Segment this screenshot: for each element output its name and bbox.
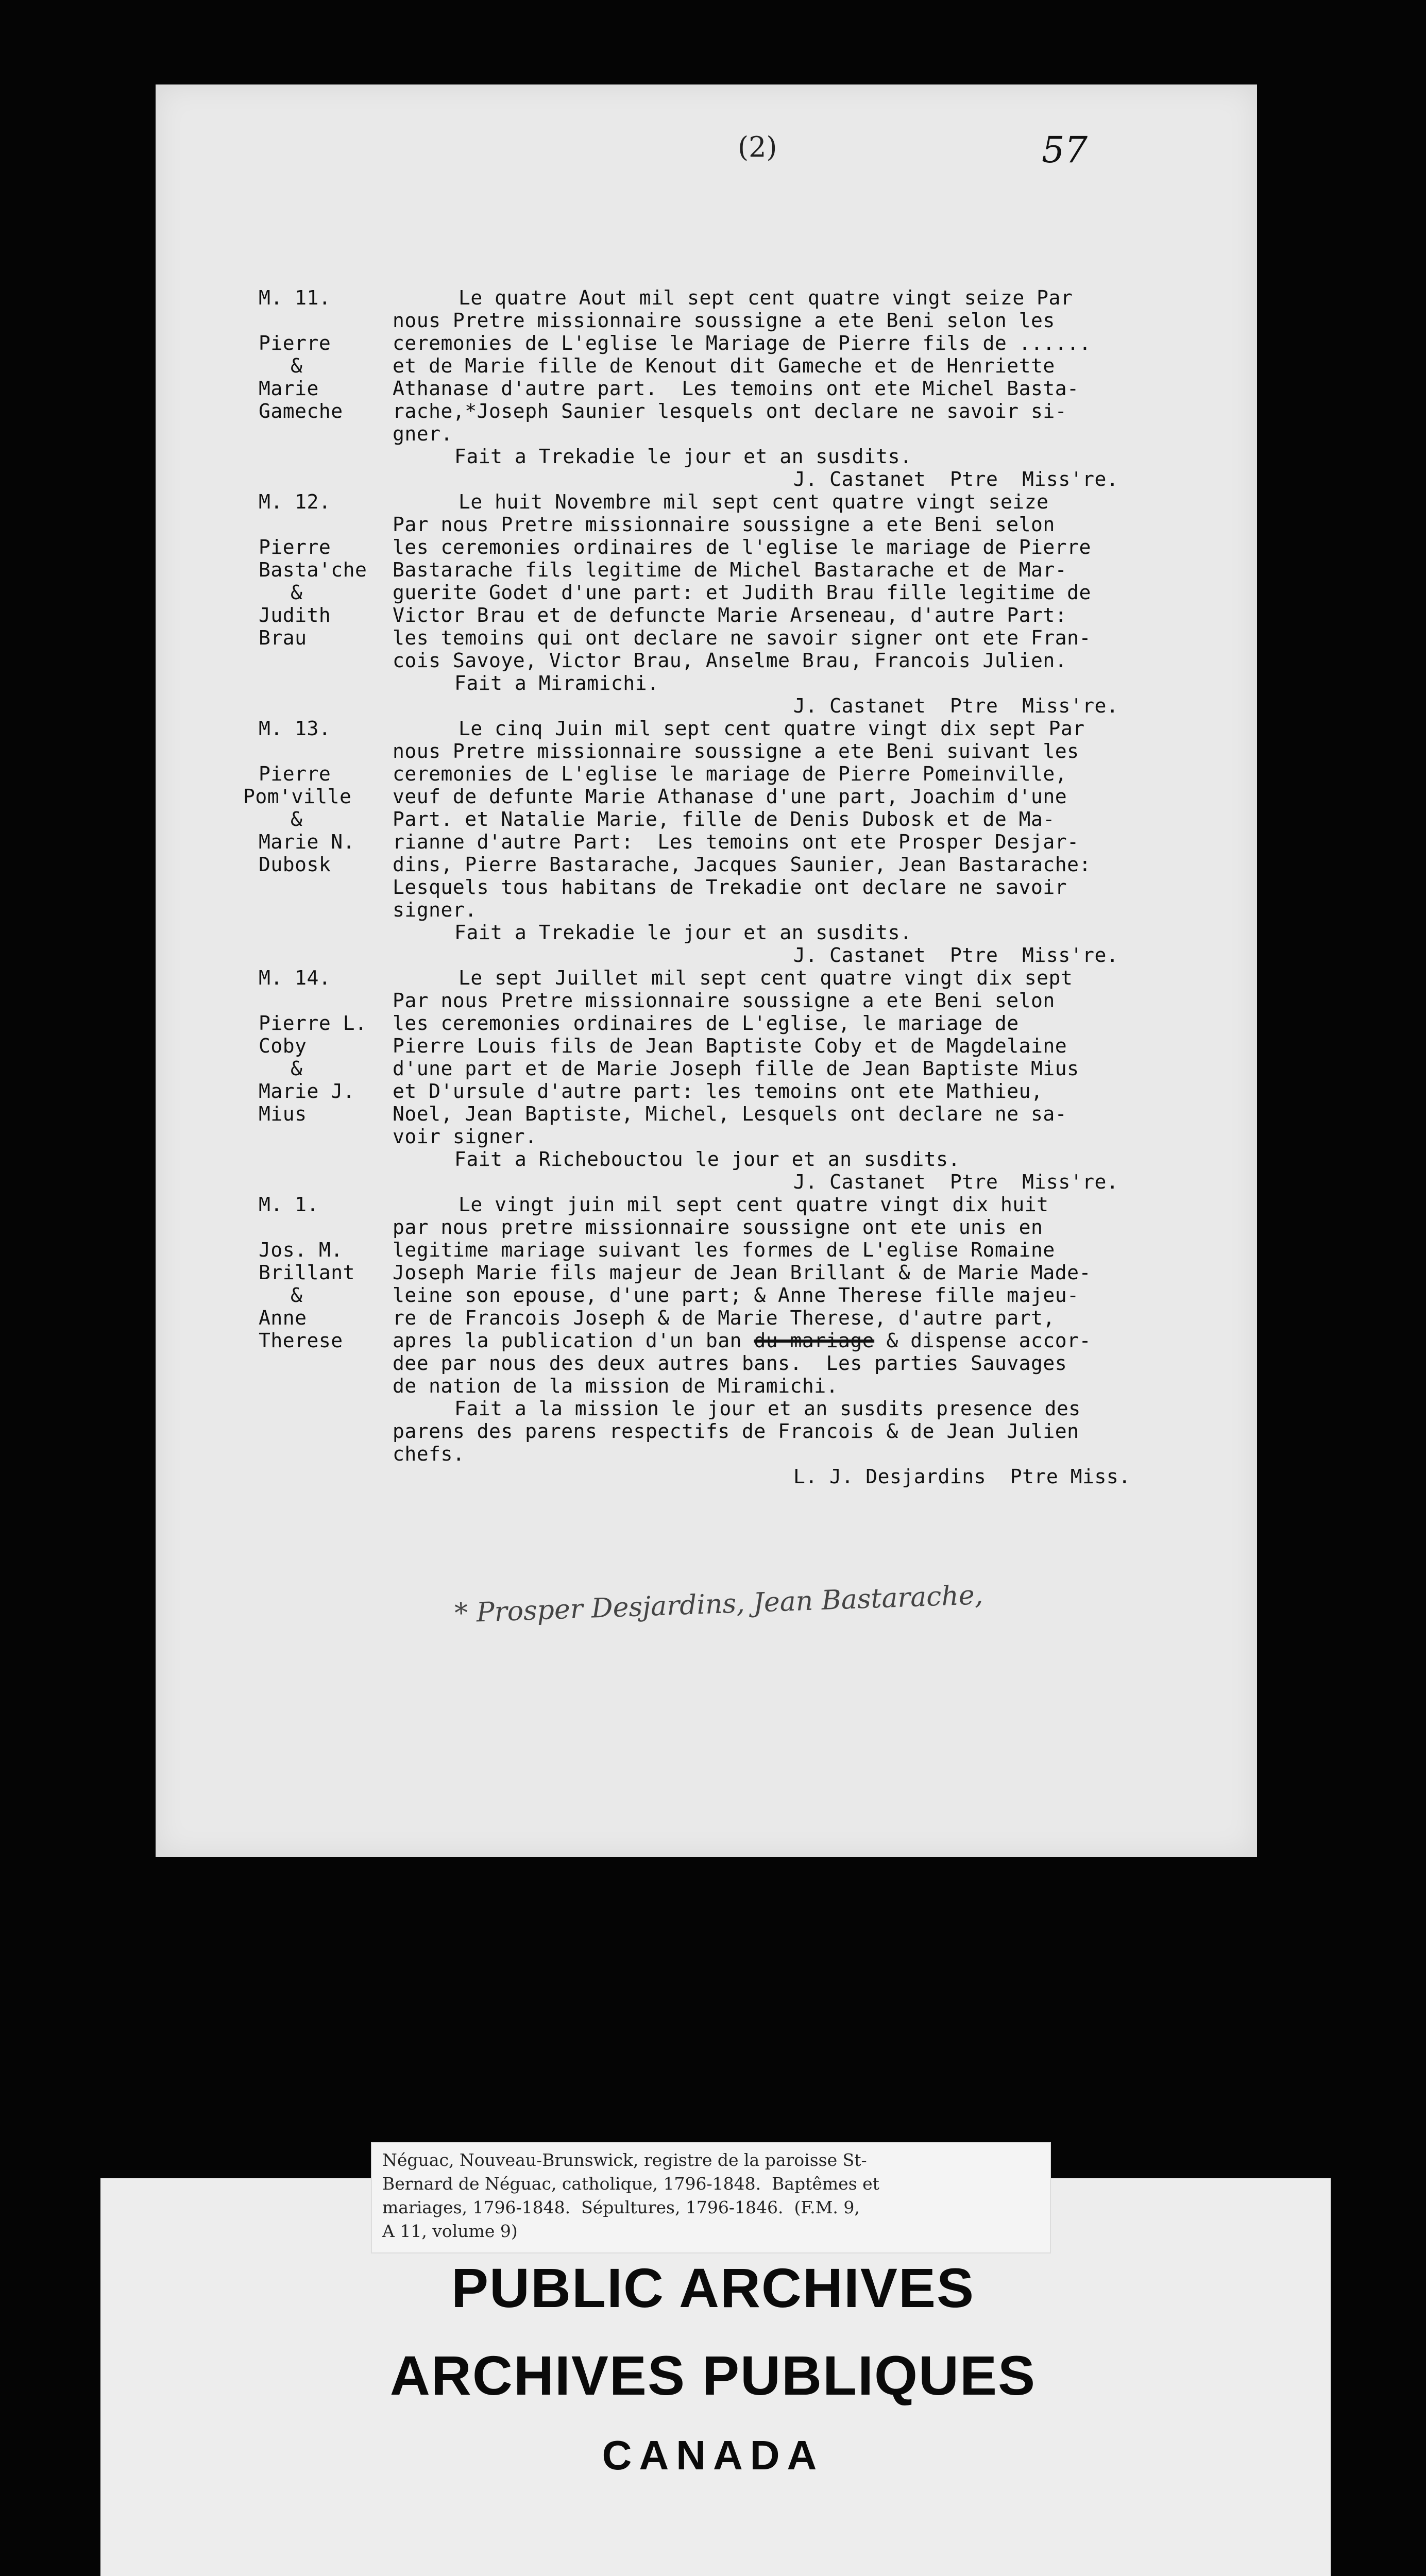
margin-name: & [291, 1057, 303, 1080]
margin-name: Dubosk [259, 853, 331, 876]
struck-text: du mariage [754, 1329, 875, 1352]
signature: J. Castanet Ptre Miss're. [793, 1171, 1119, 1193]
entry-line: chefs. [393, 1443, 465, 1465]
margin-name: & [291, 808, 303, 831]
entry-line: rache,*Joseph Saunier lesquels ont declare ne savoir si- [393, 400, 1067, 422]
entry-line: les ceremonies ordinaires de L'eglise, le mariage de [393, 1012, 1019, 1035]
margin-name: Pierre [259, 762, 331, 785]
entry-line: Par nous Pretre missionnaire soussigne a ete Beni selon [393, 513, 1055, 536]
signature: J. Castanet Ptre Miss're. [793, 468, 1119, 490]
margin-name: Judith [259, 604, 331, 626]
entry-line: signer. [393, 899, 477, 921]
entry-line: Lesquels tous habitans de Trekadie ont declare ne savoir [393, 876, 1067, 899]
entry-line: nous Pretre missionnaire soussigne a ete Beni suivant les [393, 740, 1079, 762]
entry-line: les temoins qui ont declare ne savoir signer ont ete Fran- [393, 626, 1091, 649]
entry-line-text: apres la publication d'un ban [393, 1329, 742, 1352]
margin-name: Jos. M. [259, 1239, 343, 1261]
entry-line: leine son epouse, d'une part; & Anne Therese fille majeu- [393, 1284, 1079, 1307]
bracket-number: (2) [738, 131, 777, 163]
margin-name: Basta'che [259, 558, 367, 581]
signature: J. Castanet Ptre Miss're. [793, 944, 1119, 967]
margin-name: & [291, 1284, 303, 1307]
entry-line: gner. [393, 422, 453, 445]
entry-line: re de Francois Joseph & de Marie Therese, d'autre part, [393, 1307, 1055, 1329]
entry-line: ceremonies de L'eglise le Mariage de Pierre fils de ...... [393, 332, 1091, 354]
entry-line: Fait a Richebouctou le jour et an susdits. [454, 1148, 960, 1171]
label-line: Bernard de Néguac, catholique, 1796-1848. Baptêmes et [382, 2174, 879, 2194]
entry-line: veuf de defunte Marie Athanase d'une part, Joachim d'une [393, 785, 1067, 808]
margin-name: Marie N. [259, 831, 355, 853]
entry-line: et de Marie fille de Kenout dit Gameche et de Henriette [393, 354, 1055, 377]
margin-name: Marie [259, 377, 319, 400]
entry-line: Part. et Natalie Marie, fille de Denis Dubosk et de Ma- [393, 808, 1055, 831]
entry-line: Le quatre Aout mil sept cent quatre vingt seize Par [459, 286, 1073, 309]
entry-line: Le sept Juillet mil sept cent quatre vingt dix sept [459, 967, 1073, 989]
entry-line: les ceremonies ordinaires de l'eglise le mariage de Pierre [393, 536, 1091, 558]
margin-name: Therese [259, 1329, 343, 1352]
entry-line: voir signer. [393, 1125, 537, 1148]
document-page [156, 84, 1257, 1857]
entry-line: Athanase d'autre part. Les temoins ont ete Michel Basta- [393, 377, 1079, 400]
signature: L. J. Desjardins Ptre Miss. [793, 1465, 1131, 1488]
margin-name: Brillant [259, 1261, 355, 1284]
entry-line: nous Pretre missionnaire soussigne a ete Beni selon les [393, 309, 1055, 332]
archive-stamp-line-2: ARCHIVES PUBLIQUES [389, 2344, 1037, 2406]
margin-name: Brau [259, 626, 307, 649]
entry-line: et D'ursule d'autre part: les temoins ont ete Mathieu, [393, 1080, 1043, 1103]
entry-line: Le huit Novembre mil sept cent quatre vingt seize [459, 490, 1049, 513]
entry-line: Bastarache fils legitime de Michel Bastarache et de Mar- [393, 558, 1067, 581]
entry-line: par nous pretre missionnaire soussigne ont ete unis en [393, 1216, 1043, 1239]
entry-line: rianne d'autre Part: Les temoins ont ete Prosper Desjar- [393, 831, 1079, 853]
entry-line: dins, Pierre Bastarache, Jacques Saunier, Jean Bastarache: [393, 853, 1091, 876]
entry-line: parens des parens respectifs de Francois & de Jean Julien [393, 1420, 1079, 1443]
entry-id: M. 12. [259, 490, 331, 513]
entry-id: M. 11. [259, 286, 331, 309]
margin-name: Pierre [259, 536, 331, 558]
margin-name: Gameche [259, 400, 343, 422]
label-line: mariages, 1796-1848. Sépultures, 1796-1846. (F.M. 9, [382, 2197, 860, 2217]
entry-line: guerite Godet d'une part: et Judith Brau fille legitime de [393, 581, 1091, 604]
archive-stamp-line-3: CANADA [602, 2432, 824, 2478]
margin-name: Coby [259, 1035, 307, 1057]
entry-line: d'une part et de Marie Joseph fille de Jean Baptiste Mius [393, 1057, 1079, 1080]
entry-line: ceremonies de L'eglise le mariage de Pierre Pomeinville, [393, 762, 1067, 785]
entry-line: Noel, Jean Baptiste, Michel, Lesquels ont declare ne sa- [393, 1103, 1067, 1125]
margin-name: & [291, 354, 303, 377]
label-line: Néguac, Nouveau-Brunswick, registre de la paroisse St- [382, 2150, 867, 2170]
entry-line: Fait a la mission le jour et an susdits presence des [454, 1397, 1081, 1420]
entry-id: M. 13. [259, 717, 331, 740]
margin-name: Mius [259, 1103, 307, 1125]
entry-line: Fait a Trekadie le jour et an susdits. [454, 445, 912, 468]
entry-line: dee par nous des deux autres bans. Les parties Sauvages [393, 1352, 1067, 1375]
label-line: A 11, volume 9) [382, 2221, 518, 2241]
entry-line: Joseph Marie fils majeur de Jean Brillant & de Marie Made- [393, 1261, 1091, 1284]
margin-name: Pom'ville [243, 785, 352, 808]
catalog-label [371, 2142, 1051, 2253]
margin-name: & [291, 581, 303, 604]
entry-line: cois Savoye, Victor Brau, Anselme Brau, Francois Julien. [393, 649, 1067, 672]
entry-line: Le cinq Juin mil sept cent quatre vingt dix sept Par [459, 717, 1085, 740]
entry-line: Fait a Trekadie le jour et an susdits. [454, 921, 912, 944]
margin-name: Pierre [259, 332, 331, 354]
entry-line-tail: & dispense accor- [874, 1329, 1091, 1352]
margin-name: Marie J. [259, 1080, 355, 1103]
page-number: 57 [1042, 129, 1088, 171]
entry-line: Victor Brau et de defuncte Marie Arseneau, d'autre Part: [393, 604, 1067, 626]
handwritten-footnote: * Prosper Desjardins, Jean Bastarache, [454, 1580, 984, 1629]
entry-line [393, 1329, 1091, 1352]
entry-line: de nation de la mission de Miramichi. [393, 1375, 838, 1397]
entry-line: Le vingt juin mil sept cent quatre vingt dix huit [459, 1193, 1049, 1216]
entry-line: Fait a Miramichi. [454, 672, 659, 694]
entry-line: Par nous Pretre missionnaire soussigne a ete Beni selon [393, 989, 1055, 1012]
entry-id: M. 14. [259, 967, 331, 989]
entry-line: legitime mariage suivant les formes de L'eglise Romaine [393, 1239, 1055, 1261]
signature: J. Castanet Ptre Miss're. [793, 694, 1119, 717]
entry-line: Pierre Louis fils de Jean Baptiste Coby et de Magdelaine [393, 1035, 1067, 1057]
margin-name: Anne [259, 1307, 307, 1329]
margin-name: Pierre L. [259, 1012, 367, 1035]
entry-id: M. 1. [259, 1193, 319, 1216]
archive-stamp-line-1: PUBLIC ARCHIVES [451, 2257, 975, 2319]
